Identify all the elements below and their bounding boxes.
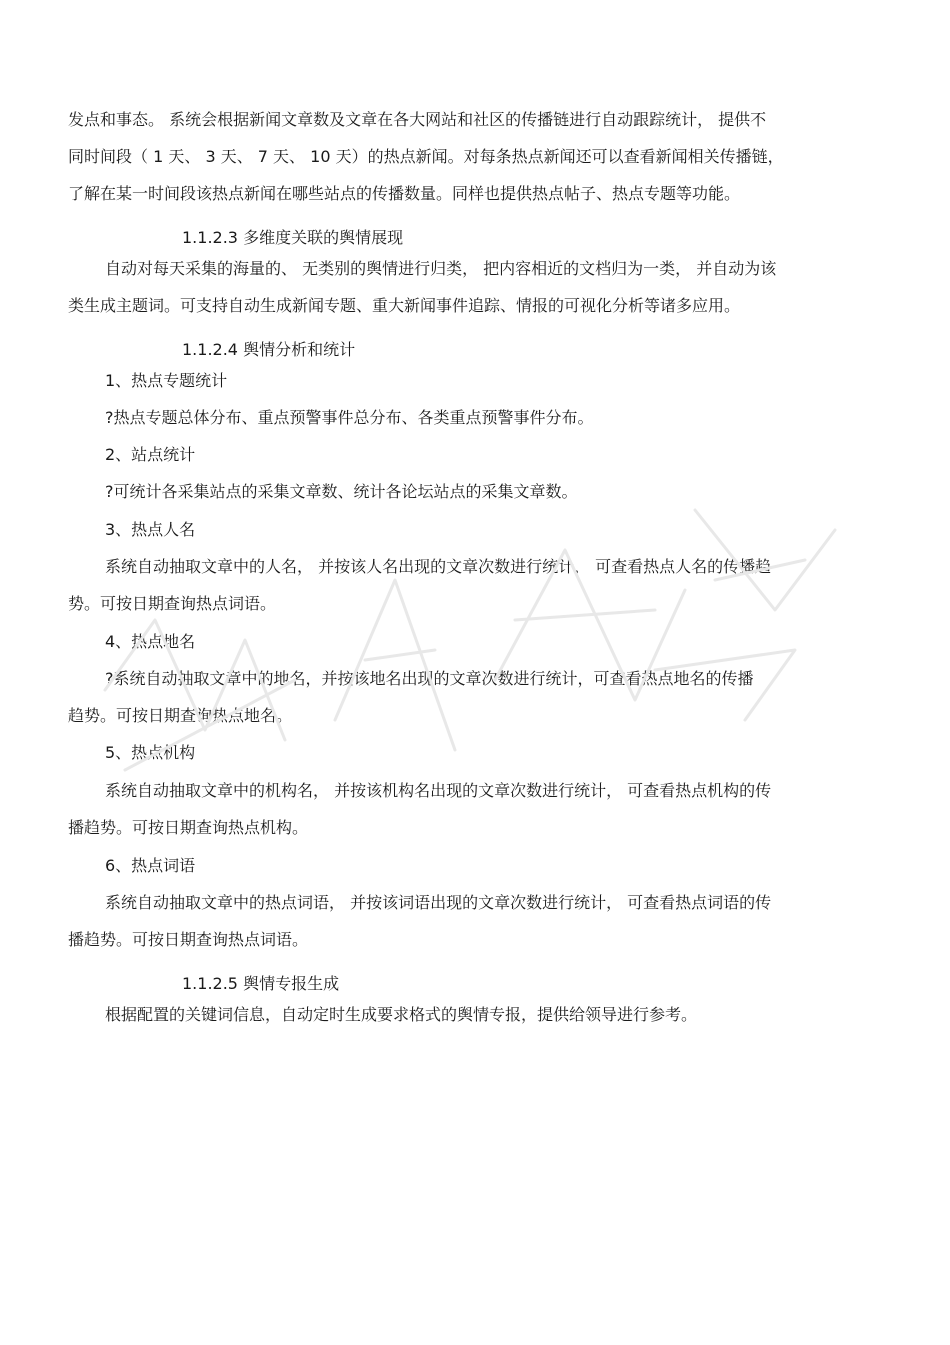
list-heading: 6、热点词语	[105, 856, 196, 875]
list-heading: 1、热点专题统计	[105, 371, 228, 390]
watermark-graphic	[95, 470, 855, 810]
paragraph-line: 类生成主题词。可支持自动生成新闻专题、重大新闻事件追踪、情报的可视化分析等诸多应用。	[68, 296, 741, 315]
paragraph-line: 趋势。可按日期查询热点地名。	[68, 706, 293, 725]
paragraph-line: 播趋势。可按日期查询热点词语。	[68, 930, 309, 949]
paragraph-line: ?热点专题总体分布、重点预警事件总分布、各类重点预警事件分布。	[105, 408, 594, 427]
paragraph-line: 播趋势。可按日期查询热点机构。	[68, 818, 309, 837]
paragraph-line: 同时间段（ 1 天、 3 天、 7 天、 10 天）的热点新闻。对每条热点新闻还可以查看新闻相关传播链，	[68, 147, 784, 166]
paragraph-line: 系统自动抽取文章中的热点词语， 并按该词语出现的文章次数进行统计， 可查看热点词语的传	[105, 893, 772, 912]
paragraph-line: 系统自动抽取文章中的人名， 并按该人名出现的文章次数进行统计， 可查看热点人名的传播趋	[105, 557, 772, 576]
list-heading: 2、站点统计	[105, 445, 196, 464]
section-heading: 1.1.2.4 舆情分析和统计	[182, 340, 356, 359]
list-heading: 5、热点机构	[105, 743, 196, 762]
list-heading: 3、热点人名	[105, 520, 196, 539]
paragraph-line: 根据配置的关键词信息，自动定时生成要求格式的舆情专报，提供给领导进行参考。	[105, 1005, 698, 1024]
paragraph-line: 了解在某一时间段该热点新闻在哪些站点的传播数量。同样也提供热点帖子、热点专题等功能。	[68, 184, 741, 203]
paragraph-line: 系统自动抽取文章中的机构名， 并按该机构名出现的文章次数进行统计， 可查看热点机构的传	[105, 781, 772, 800]
paragraph-line: 自动对每天采集的海量的、 无类别的舆情进行归类， 把内容相近的文档归为一类， 并自动为该	[105, 259, 777, 278]
paragraph-line: 势。可按日期查询热点词语。	[68, 594, 277, 613]
section-heading: 1.1.2.3 多维度关联的舆情展现	[182, 228, 404, 247]
section-heading: 1.1.2.5 舆情专报生成	[182, 974, 340, 993]
paragraph-line: 发点和事态。 系统会根据新闻文章数及文章在各大网站和社区的传播链进行自动跟踪统计， 提供不	[68, 110, 767, 129]
list-heading: 4、热点地名	[105, 632, 196, 651]
paragraph-line: ?可统计各采集站点的采集文章数、统计各论坛站点的采集文章数。	[105, 482, 578, 501]
paragraph-line: ?系统自动抽取文章中的地名，并按该地名出现的文章次数进行统计，可查看热点地名的传播	[105, 669, 754, 688]
